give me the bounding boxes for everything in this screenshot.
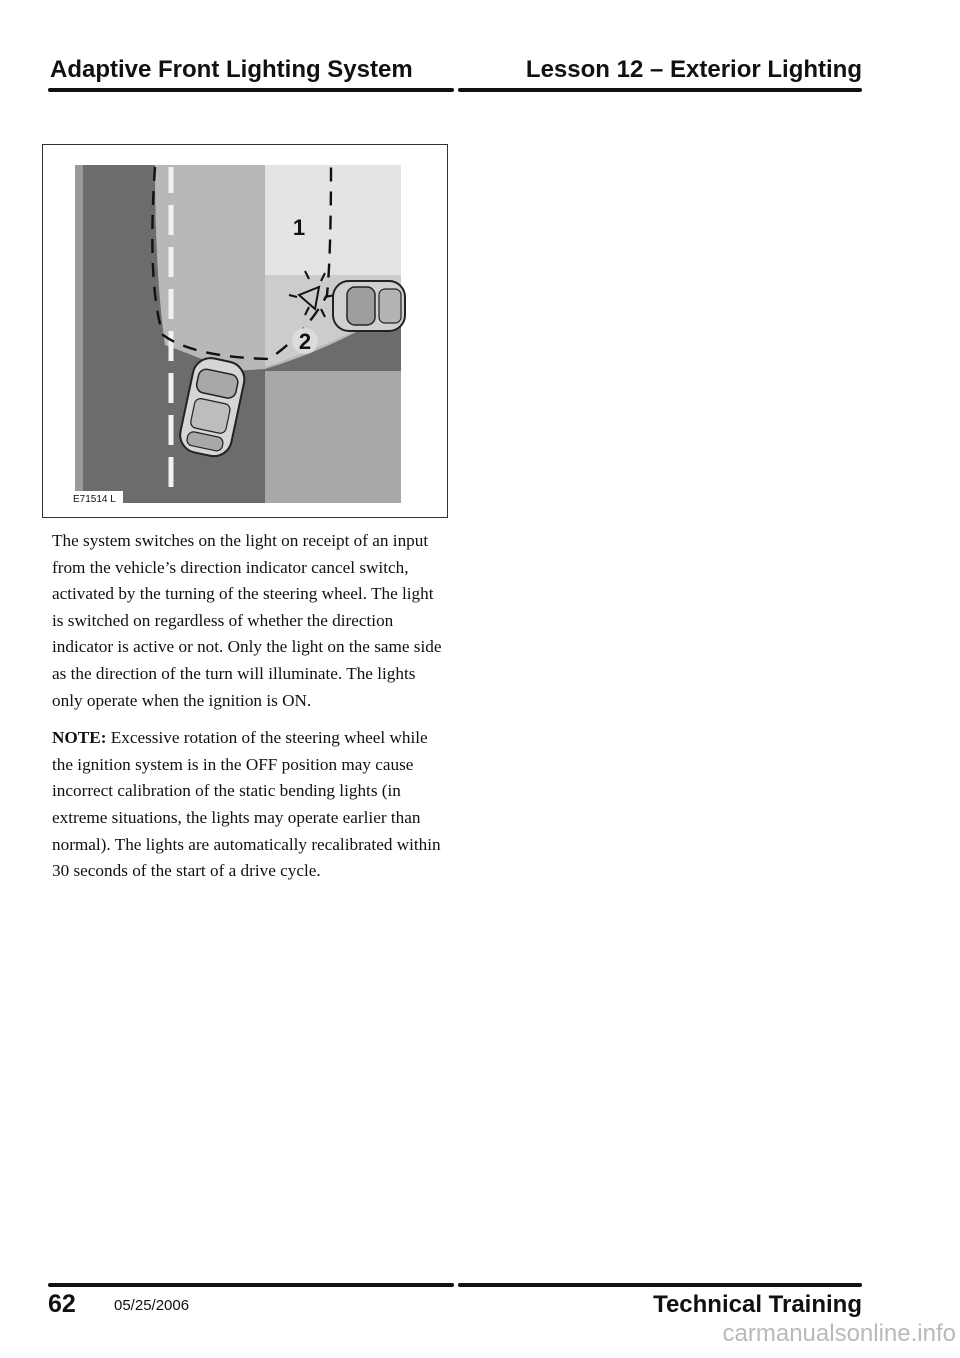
car-side-road [333,281,405,331]
intersection-diagram [43,145,447,517]
block-top-right [265,165,401,275]
note-label: NOTE: [52,728,107,748]
svg-text:1: 1 [292,215,306,240]
paragraph-1: The system switches on the light on receipt of an input from the vehicle’s direction indicator cancel switch, activated by the turning of the steering wheel. The light is switched on regardless of whether the direction indicator is active or not. Only the light on the same side as the direction of the turn will illuminate. The lights only operate when the ignition is ON. [52,531,442,710]
note-text: Excessive rotation of the steering wheel while the ignition system is in the OFF position may cause incorrect calibration of the static bending lights (in extreme situations, the lights may operate earlier than normal). The lights are automatically recalibrated within 30 seconds of the start of a drive cycle. [52,728,441,881]
note-paragraph [52,725,444,885]
callout-2 [292,328,318,354]
callout-1 [286,214,312,240]
body-text [52,528,444,896]
page-date: 05/25/2006 [114,1297,190,1314]
header-lesson-title: Lesson 12 – Exterior Lighting [525,56,862,83]
svg-text:2: 2 [298,329,312,354]
header-rule-left [48,88,454,92]
road-edge-strip [75,165,83,503]
figure-frame [42,144,448,518]
footer-title: Technical Training [653,1291,862,1318]
block-bottom-right [265,371,401,503]
watermark: carmanualsonline.info [722,1320,956,1347]
page-number: 62 [48,1290,76,1318]
footer-rule-left [48,1283,454,1287]
figure-code: E71514 L [73,494,116,505]
header-section-title: Adaptive Front Lighting System [50,56,413,83]
footer-rule-right [458,1283,862,1287]
header-rule-right [458,88,862,92]
